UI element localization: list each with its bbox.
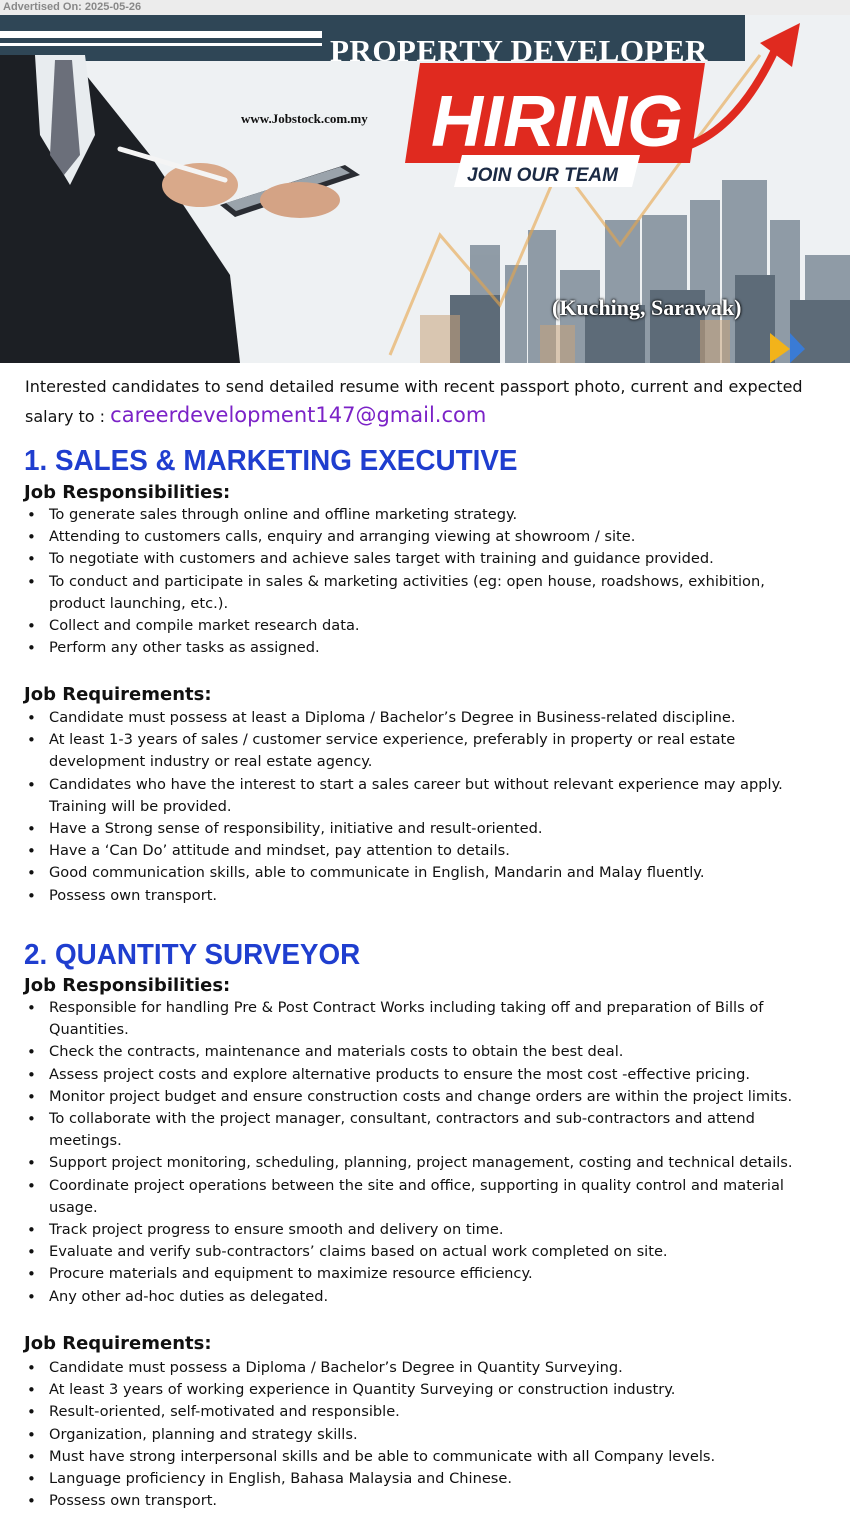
- job-title-sales-marketing: 1. SALES & MARKETING EXECUTIVE: [24, 445, 518, 477]
- job1-responsibilities-list: [24, 504, 824, 659]
- list-item: • Collect and compile market research data.: [24, 615, 824, 637]
- application-instructions: [25, 373, 825, 431]
- job1-responsibilities-heading: Job Responsibilities:: [24, 482, 231, 503]
- list-item: • To collaborate with the project manager, consultant, contractors and sub-contractors and attend meetings.: [24, 1108, 824, 1152]
- list-item: • Evaluate and verify sub-contractors’ claims based on actual work completed on site.: [24, 1241, 824, 1263]
- list-item: • Must have strong interpersonal skills and be able to communicate with all Company levels.: [24, 1446, 824, 1468]
- list-item: • Monitor project budget and ensure construction costs and change orders are within the project limits.: [24, 1086, 824, 1108]
- list-item: • Result-oriented, self-motivated and responsible.: [24, 1401, 824, 1423]
- list-item: • To negotiate with customers and achieve sales target with training and guidance provided.: [24, 548, 824, 570]
- list-item: • Track project progress to ensure smooth and delivery on time.: [24, 1219, 824, 1241]
- banner-company-title: PROPERTY DEVELOPER: [330, 33, 708, 68]
- job1-requirements-heading: Job Requirements:: [24, 684, 212, 705]
- list-item: • Any other ad-hoc duties as delegated.: [24, 1286, 824, 1308]
- list-item: • Good communication skills, able to communicate in English, Mandarin and Malay fluently.: [24, 862, 824, 884]
- banner-join-our-team: JOIN OUR TEAM: [467, 165, 618, 186]
- list-item: • To conduct and participate in sales & marketing activities (eg: open house, roadshows, exhibition, product launching, etc.).: [24, 571, 824, 615]
- list-item: • Organization, planning and strategy skills.: [24, 1424, 824, 1446]
- list-item: • Support project monitoring, scheduling, planning, project management, costing and technical details.: [24, 1152, 824, 1174]
- job2-requirements-list: [24, 1357, 824, 1512]
- banner-location: (Kuching, Sarawak): [552, 295, 742, 320]
- list-item: • Attending to customers calls, enquiry and arranging viewing at showroom / site.: [24, 526, 824, 548]
- list-item: • Candidate must possess a Diploma / Bachelor’s Degree in Quantity Surveying.: [24, 1357, 824, 1379]
- job2-responsibilities-heading: Job Responsibilities:: [24, 975, 231, 996]
- list-item: • Check the contracts, maintenance and materials costs to obtain the best deal.: [24, 1041, 824, 1063]
- job2-requirements-heading: Job Requirements:: [24, 1333, 212, 1354]
- job2-responsibilities-list: [24, 997, 824, 1308]
- list-item: • Have a ‘Can Do’ attitude and mindset, pay attention to details.: [24, 840, 824, 862]
- list-item: • Procure materials and equipment to maximize resource efficiency.: [24, 1263, 824, 1285]
- list-item: • Candidates who have the interest to start a sales career but without relevant experience may apply. Training will be provided.: [24, 774, 824, 818]
- banner-website: www.Jobstock.com.my: [241, 111, 368, 126]
- banner-hiring-text: HIRING: [431, 82, 683, 162]
- list-item: • Possess own transport.: [24, 885, 824, 907]
- contact-email[interactable]: careerdevelopment147@gmail.com: [110, 403, 487, 427]
- list-item: • Have a Strong sense of responsibility, initiative and result-oriented.: [24, 818, 824, 840]
- list-item: • At least 3 years of working experience in Quantity Surveying or construction industry.: [24, 1379, 824, 1401]
- list-item: • Coordinate project operations between the site and office, supporting in quality control and material usage.: [24, 1175, 824, 1219]
- list-item: • At least 1-3 years of sales / customer service experience, preferably in property or real estate development industry or real estate agency.: [24, 729, 824, 773]
- list-item: • Assess project costs and explore alternative products to ensure the most cost -effective pricing.: [24, 1064, 824, 1086]
- list-item: • Language proficiency in English, Bahasa Malaysia and Chinese.: [24, 1468, 824, 1490]
- job1-requirements-list: [24, 707, 824, 907]
- advertised-on-bar: [0, 0, 850, 15]
- hiring-banner: [0, 15, 850, 363]
- job-title-quantity-surveyor: 2. QUANTITY SURVEYOR: [24, 939, 361, 971]
- list-item: • Perform any other tasks as assigned.: [24, 637, 824, 659]
- intro-text: Interested candidates to send detailed resume with recent passport photo, current and expected salary to :: [25, 377, 803, 426]
- list-item: • To generate sales through online and offline marketing strategy.: [24, 504, 824, 526]
- advertised-on-label: Advertised On: 2025-05-26: [3, 1, 142, 13]
- list-item: • Candidate must possess at least a Diploma / Bachelor’s Degree in Business-related discipline.: [24, 707, 824, 729]
- list-item: • Responsible for handling Pre & Post Contract Works including taking off and preparation of Bills of Quantities.: [24, 997, 824, 1041]
- list-item: • Possess own transport.: [24, 1490, 824, 1512]
